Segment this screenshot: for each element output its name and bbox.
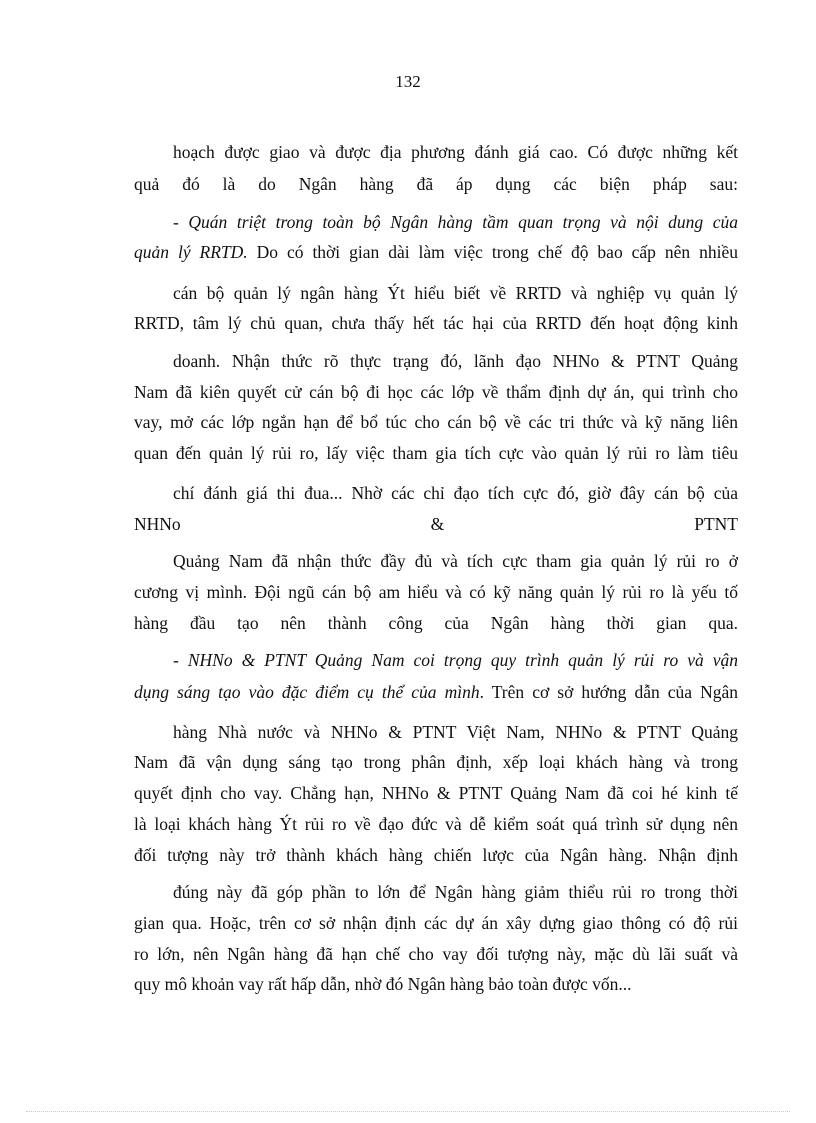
page-number: 132 [395,72,421,91]
text-line: doanh. Nhận thức rõ thực trạng đó, lãnh đạo NHNo & PTNT Quảng [173,351,738,371]
text-line: Nam đã kiên quyết cử cán bộ đi học các lớp về thẩm định dự án, qui trình cho [134,382,738,402]
text-line: cán bộ quản lý ngân hàng Ýt hiểu biết về RRTD và nghiệp vụ quản lý [173,283,738,303]
text-line: hàng Nhà nước và NHNo & PTNT Việt Nam, NHNo & PTNT Quảng [173,722,738,742]
text-line: là loại khách hàng Ýt rủi ro về đạo đức và dễ kiểm soát quá trình sử dụng nên [134,814,738,834]
text-line-italic: - NHNo & PTNT Quảng Nam coi trọng quy trình quản lý rủi ro và vận [173,650,738,670]
text-line: đối tượng này trở thành khách hàng chiến lược của Ngân hàng. Nhận định [134,845,738,865]
text-line-italic: - Quán triệt trong toàn bộ Ngân hàng tầm quan trọng và nội dung của [173,212,738,232]
text-line: Nam đã vận dụng sáng tạo trong phân định, xếp loại khách hàng và trong [134,752,738,772]
text-line: cương vị mình. Đội ngũ cán bộ am hiểu và có kỹ năng quản lý rủi ro là yếu tố [134,582,738,602]
text-line: dụng sáng tạo vào đặc điểm cụ thể của mình. Trên cơ sở hướng dẫn của Ngân [134,682,738,702]
text-line: chí đánh giá thi đua... Nhờ các chỉ đạo tích cực đó, giờ đây cán bộ của [173,483,738,503]
text-line: quản lý RRTD. Do có thời gian dài làm việc trong chế độ bao cấp nên nhiều [134,242,738,262]
text-line: Quảng Nam đã nhận thức đầy đủ và tích cực tham gia quản lý rủi ro ở [173,551,738,571]
text-line: gian qua. Hoặc, trên cơ sở nhận định các dự án xây dựng giao thông có độ rủi [134,913,738,933]
text-line: quan đến quản lý rủi ro, lấy việc tham gia tích cực vào quản lý rủi ro làm tiêu [134,443,738,463]
text-line: hoạch được giao và được địa phương đánh giá cao. Có được những kết [173,142,738,162]
text-line: quả đó là do Ngân hàng đã áp dụng các biện pháp sau: [134,174,738,194]
text-line: hàng đầu tạo nên thành công của Ngân hàng thời gian qua. [134,613,738,633]
text-line: quy mô khoản vay rất hấp dẫn, nhờ đó Ngân hàng bảo toàn được vốn... [134,974,632,994]
page-bottom-rule [26,1111,790,1112]
text-line: NHNo & PTNT [134,514,738,534]
text-line: đúng này đã góp phần to lớn để Ngân hàng giảm thiểu rủi ro trong thời [173,882,738,902]
text-line: ro lớn, nên Ngân hàng đã hạn chế cho vay đối tượng này, mặc dù lãi suất và [134,944,738,964]
text-line: quyết định cho vay. Chẳng hạn, NHNo & PTNT Quảng Nam đã coi hé kinh tế [134,783,738,803]
text-line: vay, mở các lớp ngắn hạn để bổ túc cho cán bộ về các tri thức và kỹ năng liên [134,412,738,432]
text-line: RRTD, tâm lý chủ quan, chưa thấy hết tác hại của RRTD đến hoạt động kinh [134,313,738,333]
